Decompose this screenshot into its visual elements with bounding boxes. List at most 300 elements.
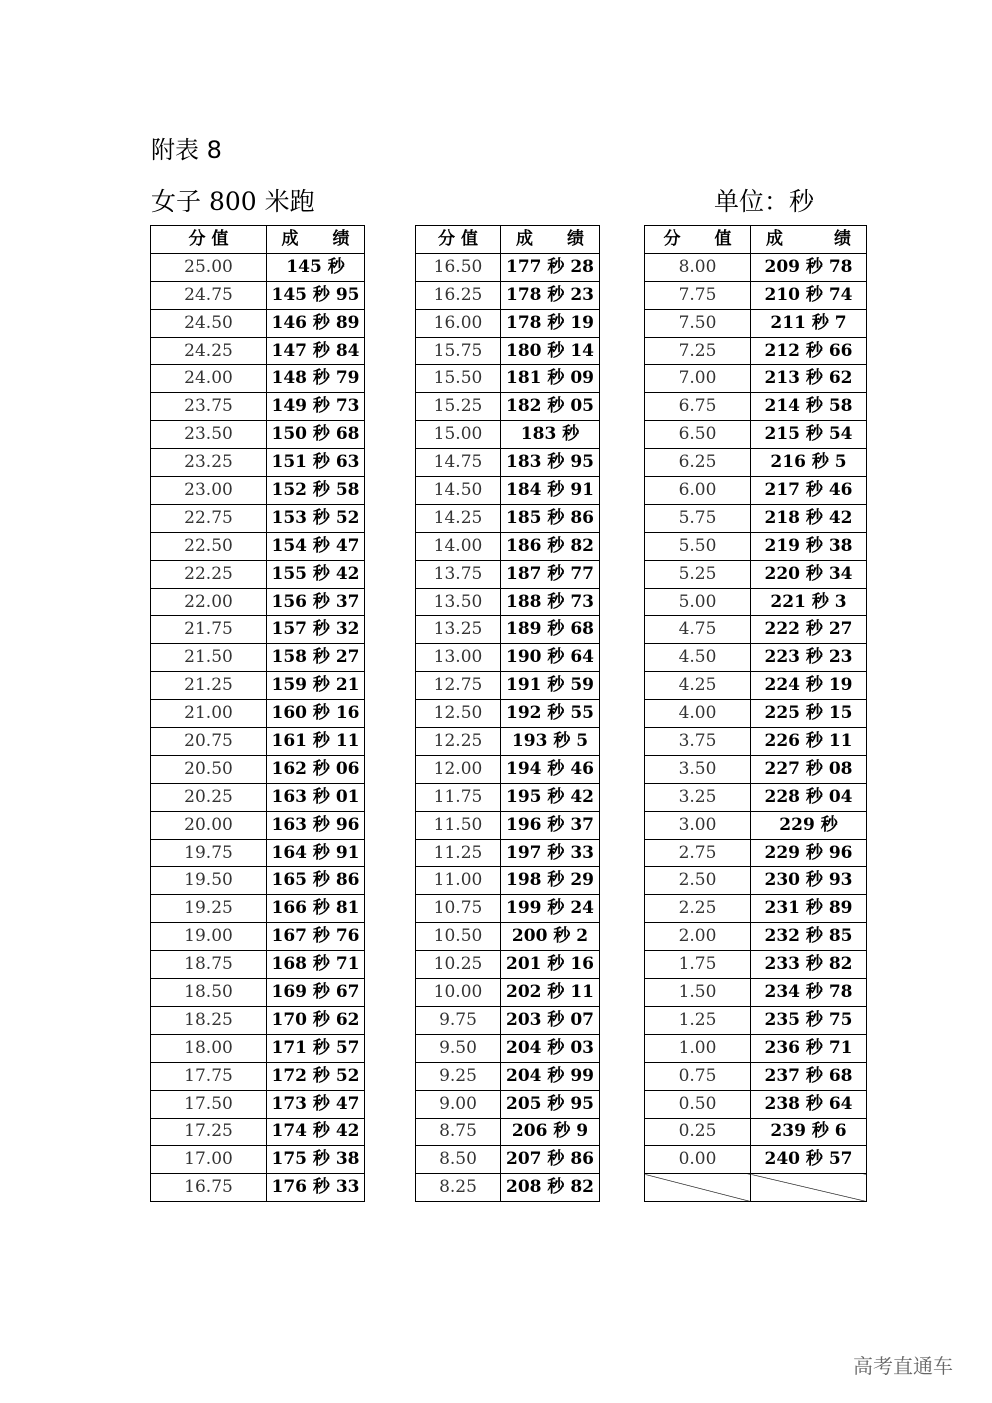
column-gap xyxy=(365,839,416,867)
performance-cell: 216 秒 5 xyxy=(751,449,867,477)
column-gap xyxy=(365,532,416,560)
table-row xyxy=(151,588,867,616)
table-row xyxy=(151,1174,867,1202)
column-gap xyxy=(600,421,645,449)
performance-cell: 146 秒 89 xyxy=(267,309,365,337)
score-cell: 13.50 xyxy=(416,588,501,616)
column-gap xyxy=(365,1174,416,1202)
performance-cell: 200 秒 2 xyxy=(501,923,600,951)
performance-cell: 191 秒 59 xyxy=(501,672,600,700)
performance-cell: 196 秒 37 xyxy=(501,811,600,839)
table-row xyxy=(151,1146,867,1174)
score-cell: 9.00 xyxy=(416,1090,501,1118)
performance-cell: 189 秒 68 xyxy=(501,616,600,644)
score-cell: 19.50 xyxy=(151,867,267,895)
performance-cell: 226 秒 11 xyxy=(751,728,867,756)
score-table xyxy=(150,225,867,1202)
performance-cell: 217 秒 46 xyxy=(751,477,867,505)
performance-cell: 157 秒 32 xyxy=(267,616,365,644)
score-cell: 14.00 xyxy=(416,532,501,560)
performance-cell: 184 秒 91 xyxy=(501,477,600,505)
column-gap xyxy=(365,672,416,700)
column-gap xyxy=(365,1062,416,1090)
score-cell: 11.25 xyxy=(416,839,501,867)
performance-cell: 232 秒 85 xyxy=(751,923,867,951)
score-cell: 14.25 xyxy=(416,504,501,532)
column-gap xyxy=(365,728,416,756)
column-gap xyxy=(600,226,645,254)
column-gap xyxy=(365,811,416,839)
column-gap xyxy=(600,1034,645,1062)
column-gap xyxy=(600,393,645,421)
performance-cell: 199 秒 24 xyxy=(501,895,600,923)
column-gap xyxy=(365,1118,416,1146)
column-gap xyxy=(365,1090,416,1118)
column-gap xyxy=(365,979,416,1007)
score-cell: 16.00 xyxy=(416,309,501,337)
score-cell: 8.75 xyxy=(416,1118,501,1146)
score-cell: 17.00 xyxy=(151,1146,267,1174)
performance-cell: 183 秒 95 xyxy=(501,449,600,477)
table-row xyxy=(151,672,867,700)
column-gap xyxy=(365,923,416,951)
header-performance: 成 绩 xyxy=(501,226,600,254)
performance-cell: 175 秒 38 xyxy=(267,1146,365,1174)
score-cell: 0.75 xyxy=(645,1062,751,1090)
performance-cell: 145 秒 95 xyxy=(267,281,365,309)
score-cell: 12.25 xyxy=(416,728,501,756)
unit-label: 单位：秒 xyxy=(714,187,815,216)
score-cell: 24.50 xyxy=(151,309,267,337)
score-cell: 19.25 xyxy=(151,895,267,923)
performance-cell: 224 秒 19 xyxy=(751,672,867,700)
score-cell: 21.00 xyxy=(151,700,267,728)
score-cell: 5.25 xyxy=(645,560,751,588)
performance-cell: 186 秒 82 xyxy=(501,532,600,560)
performance-cell: 178 秒 23 xyxy=(501,281,600,309)
column-gap xyxy=(600,560,645,588)
score-cell: 18.50 xyxy=(151,979,267,1007)
score-cell: 10.75 xyxy=(416,895,501,923)
score-cell: 21.50 xyxy=(151,644,267,672)
score-cell: 10.25 xyxy=(416,951,501,979)
performance-cell: 154 秒 47 xyxy=(267,532,365,560)
score-cell: 22.50 xyxy=(151,532,267,560)
performance-cell: 152 秒 58 xyxy=(267,477,365,505)
performance-cell: 201 秒 16 xyxy=(501,951,600,979)
score-cell: 17.50 xyxy=(151,1090,267,1118)
column-gap xyxy=(365,253,416,281)
column-gap xyxy=(600,951,645,979)
performance-cell: 170 秒 62 xyxy=(267,1006,365,1034)
score-cell: 24.75 xyxy=(151,281,267,309)
score-cell: 25.00 xyxy=(151,253,267,281)
table-row xyxy=(151,560,867,588)
column-gap xyxy=(600,867,645,895)
performance-cell: 160 秒 16 xyxy=(267,700,365,728)
performance-cell: 166 秒 81 xyxy=(267,895,365,923)
table-row xyxy=(151,449,867,477)
performance-cell: 214 秒 58 xyxy=(751,393,867,421)
score-cell: 18.00 xyxy=(151,1034,267,1062)
performance-cell: 207 秒 86 xyxy=(501,1146,600,1174)
header-performance: 成 绩 xyxy=(267,226,365,254)
column-gap xyxy=(600,337,645,365)
performance-cell: 213 秒 62 xyxy=(751,365,867,393)
column-gap xyxy=(600,700,645,728)
score-cell: 19.75 xyxy=(151,839,267,867)
score-cell: 15.25 xyxy=(416,393,501,421)
column-gap xyxy=(600,309,645,337)
column-gap xyxy=(600,365,645,393)
performance-cell: 220 秒 34 xyxy=(751,560,867,588)
watermark: 高考直通车 xyxy=(853,1354,953,1378)
column-gap xyxy=(365,700,416,728)
score-cell: 3.75 xyxy=(645,728,751,756)
score-cell: 18.25 xyxy=(151,1006,267,1034)
column-gap xyxy=(600,253,645,281)
column-gap xyxy=(365,616,416,644)
table-row xyxy=(151,895,867,923)
performance-cell: 193 秒 5 xyxy=(501,728,600,756)
score-cell: 9.75 xyxy=(416,1006,501,1034)
table-row xyxy=(151,616,867,644)
score-cell: 15.75 xyxy=(416,337,501,365)
score-cell: 7.25 xyxy=(645,337,751,365)
column-gap xyxy=(600,1174,645,1202)
performance-cell: 180 秒 14 xyxy=(501,337,600,365)
column-gap xyxy=(365,783,416,811)
performance-cell: 159 秒 21 xyxy=(267,672,365,700)
score-cell: 12.75 xyxy=(416,672,501,700)
table-row xyxy=(151,365,867,393)
column-gap xyxy=(600,477,645,505)
performance-cell: 221 秒 3 xyxy=(751,588,867,616)
score-cell: 10.50 xyxy=(416,923,501,951)
table-row xyxy=(151,923,867,951)
performance-cell: 223 秒 23 xyxy=(751,644,867,672)
performance-cell: 188 秒 73 xyxy=(501,588,600,616)
column-gap xyxy=(365,421,416,449)
column-gap xyxy=(365,226,416,254)
performance-cell: 227 秒 08 xyxy=(751,755,867,783)
performance-cell: 151 秒 63 xyxy=(267,449,365,477)
column-gap xyxy=(365,588,416,616)
score-cell: 16.75 xyxy=(151,1174,267,1202)
score-cell: 16.50 xyxy=(416,253,501,281)
performance-cell: 229 秒 xyxy=(751,811,867,839)
performance-cell: 161 秒 11 xyxy=(267,728,365,756)
performance-cell: 198 秒 29 xyxy=(501,867,600,895)
score-cell: 19.00 xyxy=(151,923,267,951)
column-gap xyxy=(365,895,416,923)
performance-cell: 163 秒 01 xyxy=(267,783,365,811)
score-cell: 11.00 xyxy=(416,867,501,895)
score-cell: 0.00 xyxy=(645,1146,751,1174)
table-row xyxy=(151,1006,867,1034)
performance-cell: 210 秒 74 xyxy=(751,281,867,309)
table-row xyxy=(151,700,867,728)
table-row xyxy=(151,755,867,783)
score-cell: 6.00 xyxy=(645,477,751,505)
performance-cell: 156 秒 37 xyxy=(267,588,365,616)
score-cell: 17.75 xyxy=(151,1062,267,1090)
score-cell: 20.75 xyxy=(151,728,267,756)
table-body xyxy=(151,253,867,1201)
performance-cell: 203 秒 07 xyxy=(501,1006,600,1034)
performance-cell: 147 秒 84 xyxy=(267,337,365,365)
performance-cell: 187 秒 77 xyxy=(501,560,600,588)
column-gap xyxy=(365,1034,416,1062)
empty-diagonal-cell xyxy=(645,1174,751,1202)
performance-cell: 192 秒 55 xyxy=(501,700,600,728)
score-cell: 4.75 xyxy=(645,616,751,644)
appendix-label: 附表 8 xyxy=(151,136,222,164)
table-row xyxy=(151,951,867,979)
score-cell: 20.25 xyxy=(151,783,267,811)
performance-cell: 234 秒 78 xyxy=(751,979,867,1007)
performance-cell: 206 秒 9 xyxy=(501,1118,600,1146)
performance-cell: 222 秒 27 xyxy=(751,616,867,644)
score-cell: 7.00 xyxy=(645,365,751,393)
score-cell: 23.50 xyxy=(151,421,267,449)
performance-cell: 177 秒 28 xyxy=(501,253,600,281)
performance-cell: 183 秒 xyxy=(501,421,600,449)
score-cell: 21.75 xyxy=(151,616,267,644)
score-cell: 16.25 xyxy=(416,281,501,309)
column-gap xyxy=(600,811,645,839)
performance-cell: 219 秒 38 xyxy=(751,532,867,560)
performance-cell: 178 秒 19 xyxy=(501,309,600,337)
table-row xyxy=(151,253,867,281)
column-gap xyxy=(600,923,645,951)
score-cell: 0.50 xyxy=(645,1090,751,1118)
performance-cell: 168 秒 71 xyxy=(267,951,365,979)
score-cell: 2.00 xyxy=(645,923,751,951)
score-cell: 8.00 xyxy=(645,253,751,281)
header-performance: 成 绩 xyxy=(751,226,867,254)
score-cell: 24.25 xyxy=(151,337,267,365)
score-cell: 3.25 xyxy=(645,783,751,811)
performance-cell: 233 秒 82 xyxy=(751,951,867,979)
score-cell: 7.50 xyxy=(645,309,751,337)
score-cell: 4.00 xyxy=(645,700,751,728)
column-gap xyxy=(600,532,645,560)
score-cell: 11.50 xyxy=(416,811,501,839)
column-gap xyxy=(365,393,416,421)
score-cell: 1.50 xyxy=(645,979,751,1007)
column-gap xyxy=(365,951,416,979)
score-cell: 5.50 xyxy=(645,532,751,560)
column-gap xyxy=(600,728,645,756)
column-gap xyxy=(600,1118,645,1146)
performance-cell: 145 秒 xyxy=(267,253,365,281)
performance-cell: 204 秒 99 xyxy=(501,1062,600,1090)
performance-cell: 153 秒 52 xyxy=(267,504,365,532)
score-cell: 13.00 xyxy=(416,644,501,672)
performance-cell: 172 秒 52 xyxy=(267,1062,365,1090)
column-gap xyxy=(365,867,416,895)
performance-cell: 163 秒 96 xyxy=(267,811,365,839)
score-cell: 6.50 xyxy=(645,421,751,449)
performance-cell: 218 秒 42 xyxy=(751,504,867,532)
performance-cell: 158 秒 27 xyxy=(267,644,365,672)
column-gap xyxy=(600,616,645,644)
score-cell: 11.75 xyxy=(416,783,501,811)
score-cell: 2.75 xyxy=(645,839,751,867)
performance-cell: 148 秒 79 xyxy=(267,365,365,393)
column-gap xyxy=(365,449,416,477)
score-cell: 7.75 xyxy=(645,281,751,309)
header-score: 分 值 xyxy=(645,226,751,254)
column-gap xyxy=(600,755,645,783)
performance-cell: 195 秒 42 xyxy=(501,783,600,811)
performance-cell: 182 秒 05 xyxy=(501,393,600,421)
column-gap xyxy=(600,281,645,309)
empty-diagonal-cell xyxy=(751,1174,867,1202)
performance-cell: 155 秒 42 xyxy=(267,560,365,588)
performance-cell: 225 秒 15 xyxy=(751,700,867,728)
performance-cell: 215 秒 54 xyxy=(751,421,867,449)
score-cell: 20.00 xyxy=(151,811,267,839)
column-gap xyxy=(365,337,416,365)
score-cell: 22.00 xyxy=(151,588,267,616)
performance-cell: 204 秒 03 xyxy=(501,1034,600,1062)
performance-cell: 173 秒 47 xyxy=(267,1090,365,1118)
score-cell: 3.50 xyxy=(645,755,751,783)
column-gap xyxy=(365,504,416,532)
column-gap xyxy=(600,839,645,867)
performance-cell: 174 秒 42 xyxy=(267,1118,365,1146)
score-cell: 4.50 xyxy=(645,644,751,672)
performance-cell: 150 秒 68 xyxy=(267,421,365,449)
score-cell: 10.00 xyxy=(416,979,501,1007)
column-gap xyxy=(600,1146,645,1174)
column-gap xyxy=(365,560,416,588)
table-row xyxy=(151,1034,867,1062)
table-row xyxy=(151,1118,867,1146)
performance-cell: 237 秒 68 xyxy=(751,1062,867,1090)
score-cell: 6.75 xyxy=(645,393,751,421)
column-gap xyxy=(365,309,416,337)
performance-cell: 240 秒 57 xyxy=(751,1146,867,1174)
column-gap xyxy=(600,672,645,700)
column-gap xyxy=(365,365,416,393)
performance-cell: 185 秒 86 xyxy=(501,504,600,532)
performance-cell: 205 秒 95 xyxy=(501,1090,600,1118)
column-gap xyxy=(600,979,645,1007)
table-row xyxy=(151,867,867,895)
column-gap xyxy=(600,449,645,477)
table-row xyxy=(151,393,867,421)
table-row xyxy=(151,504,867,532)
column-gap xyxy=(600,895,645,923)
performance-cell: 236 秒 71 xyxy=(751,1034,867,1062)
performance-cell: 164 秒 91 xyxy=(267,839,365,867)
table-row xyxy=(151,644,867,672)
performance-cell: 229 秒 96 xyxy=(751,839,867,867)
score-cell: 23.00 xyxy=(151,477,267,505)
score-cell: 12.50 xyxy=(416,700,501,728)
score-cell: 15.00 xyxy=(416,421,501,449)
table-row xyxy=(151,421,867,449)
table-row xyxy=(151,1090,867,1118)
performance-cell: 228 秒 04 xyxy=(751,783,867,811)
score-cell: 5.00 xyxy=(645,588,751,616)
table-row xyxy=(151,337,867,365)
score-cell: 17.25 xyxy=(151,1118,267,1146)
performance-cell: 181 秒 09 xyxy=(501,365,600,393)
performance-cell: 197 秒 33 xyxy=(501,839,600,867)
score-cell: 5.75 xyxy=(645,504,751,532)
score-cell: 0.25 xyxy=(645,1118,751,1146)
score-cell: 3.00 xyxy=(645,811,751,839)
header-score: 分 值 xyxy=(151,226,267,254)
score-cell: 23.25 xyxy=(151,449,267,477)
table-row xyxy=(151,309,867,337)
score-cell: 18.75 xyxy=(151,951,267,979)
table-row xyxy=(151,728,867,756)
table-row xyxy=(151,783,867,811)
score-cell: 20.50 xyxy=(151,755,267,783)
column-gap xyxy=(365,281,416,309)
performance-cell: 149 秒 73 xyxy=(267,393,365,421)
table-row xyxy=(151,839,867,867)
score-cell: 1.00 xyxy=(645,1034,751,1062)
table-row xyxy=(151,979,867,1007)
performance-cell: 167 秒 76 xyxy=(267,923,365,951)
score-cell: 14.50 xyxy=(416,477,501,505)
header-row xyxy=(151,226,867,254)
table-row xyxy=(151,1062,867,1090)
score-cell: 9.25 xyxy=(416,1062,501,1090)
performance-cell: 208 秒 82 xyxy=(501,1174,600,1202)
score-cell: 2.50 xyxy=(645,867,751,895)
score-cell: 22.25 xyxy=(151,560,267,588)
score-cell: 8.50 xyxy=(416,1146,501,1174)
score-cell: 13.25 xyxy=(416,616,501,644)
column-gap xyxy=(365,644,416,672)
performance-cell: 209 秒 78 xyxy=(751,253,867,281)
performance-cell: 231 秒 89 xyxy=(751,895,867,923)
performance-cell: 169 秒 67 xyxy=(267,979,365,1007)
score-cell: 14.75 xyxy=(416,449,501,477)
score-cell: 15.50 xyxy=(416,365,501,393)
score-cell: 24.00 xyxy=(151,365,267,393)
column-gap xyxy=(365,755,416,783)
performance-cell: 212 秒 66 xyxy=(751,337,867,365)
score-cell: 13.75 xyxy=(416,560,501,588)
performance-cell: 165 秒 86 xyxy=(267,867,365,895)
performance-cell: 235 秒 75 xyxy=(751,1006,867,1034)
score-cell: 8.25 xyxy=(416,1174,501,1202)
table-row xyxy=(151,281,867,309)
score-cell: 1.25 xyxy=(645,1006,751,1034)
performance-cell: 171 秒 57 xyxy=(267,1034,365,1062)
column-gap xyxy=(365,1006,416,1034)
score-cell: 12.00 xyxy=(416,755,501,783)
column-gap xyxy=(365,477,416,505)
page-title: 女子 800 米跑 xyxy=(151,187,315,216)
score-cell: 6.25 xyxy=(645,449,751,477)
column-gap xyxy=(600,1006,645,1034)
score-cell: 1.75 xyxy=(645,951,751,979)
table-row xyxy=(151,477,867,505)
column-gap xyxy=(600,1090,645,1118)
score-cell: 4.25 xyxy=(645,672,751,700)
score-cell: 9.50 xyxy=(416,1034,501,1062)
header-score: 分 值 xyxy=(416,226,501,254)
